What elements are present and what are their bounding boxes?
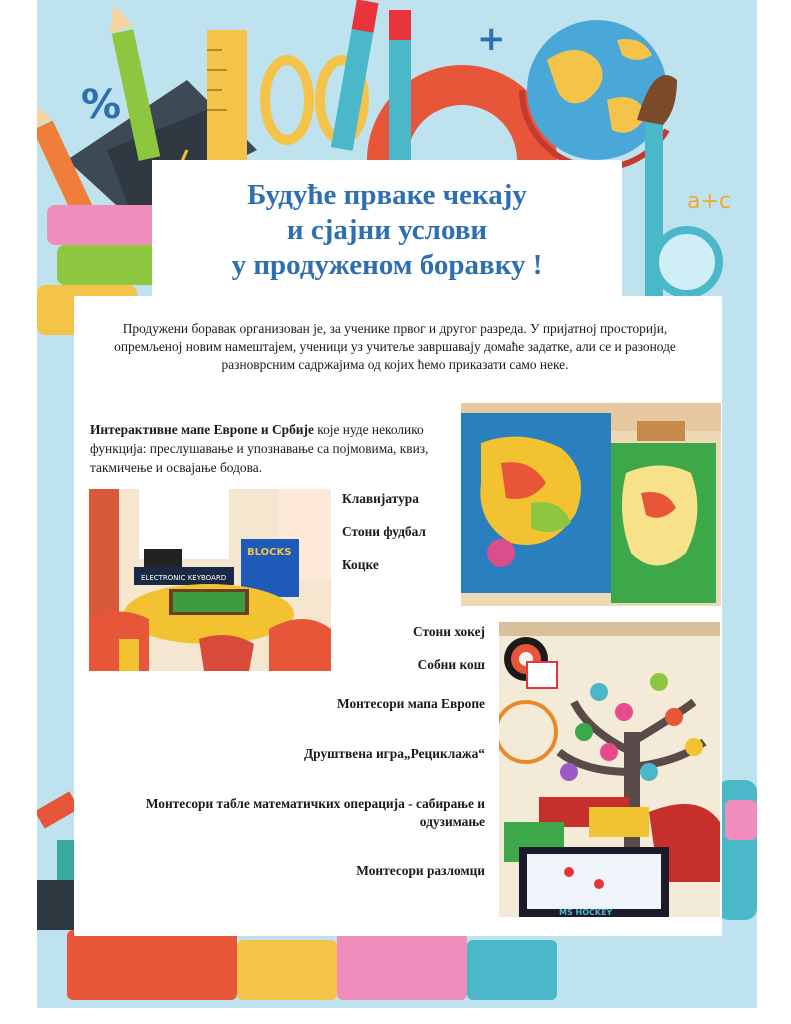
title-line: у продуженом боравку ! [231, 249, 543, 281]
blocks-label: BLOCKS [247, 547, 292, 558]
photo-interactive-maps [461, 403, 721, 606]
hockey-label: MS HOCKEY [559, 908, 613, 917]
marker-icon [331, 0, 379, 151]
maps-heading: Интерактивне мапе Европе и Србије [90, 422, 314, 437]
page-title [152, 178, 622, 283]
activity-table-hockey: Стони хокеј [412, 624, 485, 639]
plus-sign: + [477, 19, 506, 59]
maps-description [90, 420, 435, 477]
activity-blocks: Коцке [342, 557, 379, 572]
keyboard-label: ELECTRONIC KEYBOARD [141, 574, 227, 582]
ruler-icon [207, 30, 247, 160]
photo-tree-and-games [499, 622, 720, 917]
formula-text: a+c [687, 189, 732, 214]
activity-indoor-basketball: Собни кош [417, 657, 485, 672]
activity-recycling-game: Друштвена игра„Рециклажа“ [303, 746, 485, 761]
photo-play-corner [89, 489, 331, 671]
backpack-icon [717, 780, 757, 920]
pencil-icon [37, 791, 79, 828]
title-line: Будуће прваке чекају [247, 179, 527, 211]
title-line: и сјајни услови [286, 214, 488, 246]
percent-sign: % [81, 82, 122, 128]
activity-montessori-map: Монтесори мапа Европе [337, 696, 485, 711]
marker-icon [389, 10, 411, 160]
intro-paragraph: Продужени боравак организован је, за ученике првог и другог разреда. У пријатној просторији, опремљеној новим намештајем, ученици уз учитеље завршавају домаће задатке, али се и разоноде разноврсним садржајима од којих ћемо приказати само неке. [114, 321, 676, 372]
activity-table-football: Стони фудбал [342, 524, 426, 539]
activity-montessori-math: Монтесори табле математичких операција - сабирање и одузимање [145, 796, 485, 829]
maps-body: које нуде неколико функција: преслушавање и упознавање са појмовима, квиз, такмичење и освајање бодова. [90, 422, 429, 475]
activity-montessori-fractions: Монтесори разломци [356, 863, 485, 878]
magnifier-icon [655, 230, 719, 294]
activity-keyboard: Клавијатура [342, 491, 419, 506]
